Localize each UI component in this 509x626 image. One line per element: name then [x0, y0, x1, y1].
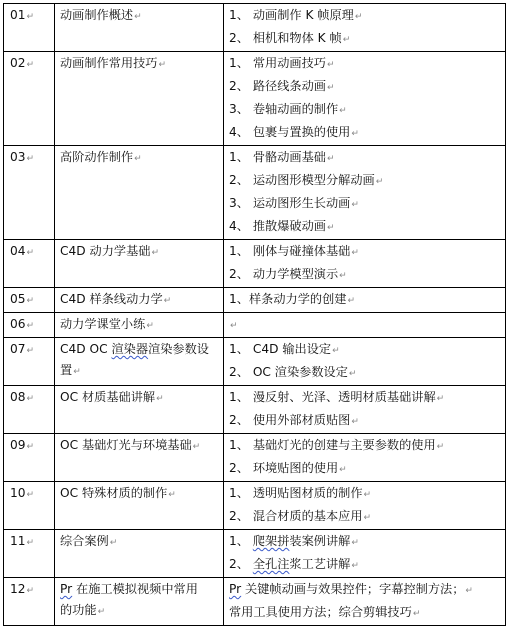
paragraph-mark-icon: ↵ — [151, 248, 160, 258]
lesson-title: OC 材质基础讲解 — [60, 390, 156, 404]
lesson-number-cell — [4, 288, 55, 313]
paragraph-mark-icon: ↵ — [97, 607, 106, 617]
lesson-title-line — [60, 360, 218, 383]
lesson-title: Pr 在施工模拟视频中常用 — [60, 582, 198, 596]
content-item — [229, 53, 500, 76]
paragraph-mark-icon: ↵ — [351, 538, 359, 548]
lesson-title-line — [60, 241, 218, 264]
lesson-title-line — [60, 53, 218, 76]
lesson-title: OC 特殊材质的制作 — [60, 486, 168, 500]
table-row — [4, 434, 506, 482]
table-row — [4, 530, 506, 578]
lesson-content-cell — [224, 313, 506, 338]
lesson-title-cell — [55, 338, 224, 386]
lesson-number: 04 — [10, 244, 26, 258]
content-item-text: 2、 全孔注浆工艺讲解 — [229, 557, 351, 571]
table-row — [4, 578, 506, 626]
content-item-text: 2、 混合材质的基本应用 — [229, 509, 363, 523]
lesson-number-cell — [4, 4, 55, 52]
paragraph-mark-icon: ↵ — [26, 538, 35, 548]
lesson-title: C4D 样条线动力学 — [60, 292, 163, 306]
content-item-text: 3、 卷轴动画的制作 — [229, 102, 339, 116]
table-row — [4, 146, 506, 240]
paragraph-mark-icon: ↵ — [134, 12, 142, 22]
content-item — [229, 289, 500, 312]
content-item — [229, 410, 500, 433]
paragraph-mark-icon: ↵ — [26, 321, 35, 331]
lesson-number: 03 — [10, 150, 26, 164]
lesson-number: 02 — [10, 56, 26, 70]
paragraph-mark-icon: ↵ — [339, 271, 347, 281]
lesson-number: 11 — [10, 534, 26, 548]
content-item — [229, 170, 500, 193]
lesson-title-cell — [55, 386, 224, 434]
paragraph-mark-icon: ↵ — [351, 200, 359, 210]
content-item-text: 4、 推散爆破动画 — [229, 219, 326, 233]
paragraph-mark-icon: ↵ — [339, 465, 347, 475]
paragraph-mark-icon: ↵ — [26, 12, 35, 22]
content-item-text: 1、 骨骼动画基础 — [229, 150, 326, 164]
lesson-title-line — [60, 579, 218, 600]
content-item-text: 4、 包裹与置换的使用 — [229, 125, 351, 139]
lesson-number: 09 — [10, 438, 26, 452]
paragraph-mark-icon: ↵ — [347, 296, 355, 306]
paragraph-mark-icon: ↵ — [158, 60, 167, 70]
lesson-title-line — [60, 483, 218, 506]
content-item-text: 1、 动画制作 K 帧原理 — [229, 8, 354, 22]
lesson-title: 高阶动作制作 — [60, 150, 134, 164]
lesson-title-cell — [55, 313, 224, 338]
lesson-content-cell — [224, 338, 506, 386]
content-item-text: 常用工具使用方法；综合剪辑技巧 — [229, 605, 412, 619]
content-item — [229, 264, 500, 287]
lesson-title: C4D 动力学基础 — [60, 244, 151, 258]
lesson-title-cell — [55, 240, 224, 288]
lesson-title-cell — [55, 530, 224, 578]
lesson-content-cell — [224, 386, 506, 434]
content-item — [229, 362, 500, 385]
lesson-number-cell — [4, 482, 55, 530]
paragraph-mark-icon: ↵ — [163, 296, 172, 306]
paragraph-mark-icon: ↵ — [351, 129, 359, 139]
table-row — [4, 338, 506, 386]
content-item — [229, 147, 500, 170]
lesson-content-cell — [224, 4, 506, 52]
lesson-number-cell — [4, 434, 55, 482]
lesson-title-line — [60, 5, 218, 28]
paragraph-mark-icon: ↵ — [351, 561, 359, 571]
content-item — [229, 5, 500, 28]
content-item — [229, 387, 500, 410]
content-item-text: 2、 动力学模型演示 — [229, 267, 339, 281]
paragraph-mark-icon: ↵ — [465, 586, 473, 596]
content-item — [229, 339, 500, 362]
paragraph-mark-icon: ↵ — [134, 154, 142, 164]
paragraph-mark-icon: ↵ — [363, 513, 372, 523]
content-item — [229, 458, 500, 481]
content-item-text: 1、 基础灯光的创建与主要参数的使用 — [229, 438, 436, 452]
content-item-text: 1、 漫反射、光泽、透明材质基础讲解 — [229, 390, 436, 404]
paragraph-mark-icon: ↵ — [156, 394, 164, 404]
lesson-content-cell — [224, 482, 506, 530]
lesson-title-cell — [55, 578, 224, 626]
lesson-number-cell — [4, 530, 55, 578]
content-item — [229, 28, 500, 51]
content-item-text: 2、 使用外部材质贴图 — [229, 413, 351, 427]
lesson-number: 07 — [10, 342, 26, 356]
lesson-title: 动力学课堂小练 — [60, 317, 146, 331]
paragraph-mark-icon: ↵ — [26, 60, 35, 70]
lesson-number: 05 — [10, 292, 26, 306]
paragraph-mark-icon: ↵ — [326, 223, 335, 233]
lesson-number-cell — [4, 240, 55, 288]
lesson-number-cell — [4, 578, 55, 626]
table-row — [4, 386, 506, 434]
lesson-number-cell — [4, 386, 55, 434]
content-item-text: 1、 C4D 输出设定 — [229, 342, 332, 356]
content-item-text: 3、 运动图形生长动画 — [229, 196, 351, 210]
paragraph-mark-icon: ↵ — [339, 106, 347, 116]
paragraph-mark-icon: ↵ — [26, 394, 35, 404]
content-item — [229, 554, 500, 577]
lesson-content-cell — [224, 288, 506, 313]
lesson-content-cell — [224, 240, 506, 288]
content-item — [229, 122, 500, 145]
lesson-title: 动画制作概述 — [60, 8, 134, 22]
content-item-text: 1、 刚体与碰撞体基础 — [229, 244, 351, 258]
content-item — [229, 579, 500, 602]
content-item — [229, 531, 500, 554]
content-item-text: 1、 爬架拼装案例讲解 — [229, 534, 351, 548]
lesson-content-cell — [224, 434, 506, 482]
paragraph-mark-icon: ↵ — [342, 35, 351, 45]
lesson-title-line — [60, 339, 218, 360]
table-row — [4, 240, 506, 288]
content-item — [229, 76, 500, 99]
content-item — [229, 193, 500, 216]
lesson-title: C4D OC 渲染器渲染参数设 — [60, 342, 209, 356]
paragraph-mark-icon: ↵ — [73, 367, 81, 377]
lesson-title: 动画制作常用技巧 — [60, 56, 158, 70]
lesson-title-cell — [55, 482, 224, 530]
lesson-number: 08 — [10, 390, 26, 404]
table-row — [4, 52, 506, 146]
content-item — [229, 506, 500, 529]
lesson-title-line — [60, 289, 218, 312]
lesson-title: 的功能 — [60, 603, 97, 617]
table-row — [4, 4, 506, 52]
paragraph-mark-icon: ↵ — [146, 321, 154, 331]
paragraph-mark-icon: ↵ — [375, 177, 384, 187]
paragraph-mark-icon: ↵ — [363, 490, 372, 500]
table-row — [4, 313, 506, 338]
lesson-content-cell — [224, 146, 506, 240]
paragraph-mark-icon: ↵ — [326, 60, 335, 70]
content-item-text: 2、 相机和物体 K 帧 — [229, 31, 342, 45]
content-item-text: 1、样条动力学的创建 — [229, 292, 347, 306]
content-item-text: 2、 OC 渲染参数设定 — [229, 365, 348, 379]
paragraph-mark-icon: ↵ — [326, 83, 335, 93]
content-item — [229, 435, 500, 458]
lesson-title-line — [60, 314, 218, 337]
content-item — [229, 99, 500, 122]
content-item-text: 1、 透明贴图材质的制作 — [229, 486, 363, 500]
content-item — [229, 314, 500, 337]
content-item — [229, 241, 500, 264]
paragraph-mark-icon: ↵ — [26, 490, 35, 500]
paragraph-mark-icon: ↵ — [436, 394, 445, 404]
lesson-number: 10 — [10, 486, 26, 500]
lesson-number-cell — [4, 146, 55, 240]
lesson-number: 06 — [10, 317, 26, 331]
lesson-title-line — [60, 147, 218, 170]
table-row — [4, 482, 506, 530]
content-item-text: Pr 关键帧动画与效果控件；字幕控制方法； — [229, 582, 465, 596]
paragraph-mark-icon: ↵ — [348, 369, 357, 379]
lesson-title-line — [60, 387, 218, 410]
lesson-title: 综合案例 — [60, 534, 109, 548]
lesson-title-line — [60, 600, 218, 623]
table-row — [4, 288, 506, 313]
content-item-text: 2、 环境贴图的使用 — [229, 461, 339, 475]
paragraph-mark-icon: ↵ — [332, 346, 340, 356]
content-item-text: 1、 常用动画技巧 — [229, 56, 326, 70]
lesson-number: 01 — [10, 8, 26, 22]
paragraph-mark-icon: ↵ — [26, 296, 35, 306]
content-item — [229, 602, 500, 625]
lesson-number-cell — [4, 313, 55, 338]
lesson-content-cell — [224, 530, 506, 578]
lesson-title-cell — [55, 4, 224, 52]
content-item-text: 2、 路径线条动画 — [229, 79, 326, 93]
paragraph-mark-icon: ↵ — [354, 12, 363, 22]
lesson-number: 12 — [10, 582, 26, 596]
content-item — [229, 483, 500, 506]
paragraph-mark-icon: ↵ — [26, 248, 35, 258]
paragraph-mark-icon: ↵ — [326, 154, 335, 164]
lesson-number-cell — [4, 338, 55, 386]
lesson-title-line — [60, 435, 218, 458]
lesson-title: OC 基础灯光与环境基础 — [60, 438, 192, 452]
lesson-content-cell — [224, 52, 506, 146]
paragraph-mark-icon: ↵ — [26, 154, 35, 164]
lesson-title-line — [60, 531, 218, 554]
lesson-title-cell — [55, 52, 224, 146]
lesson-title-cell — [55, 146, 224, 240]
paragraph-mark-icon: ↵ — [436, 442, 445, 452]
paragraph-mark-icon: ↵ — [26, 346, 35, 356]
lesson-title-cell — [55, 434, 224, 482]
paragraph-mark-icon: ↵ — [230, 321, 238, 331]
paragraph-mark-icon: ↵ — [412, 609, 421, 619]
lesson-number-cell — [4, 52, 55, 146]
course-outline-table — [3, 3, 506, 626]
paragraph-mark-icon: ↵ — [26, 586, 35, 596]
paragraph-mark-icon: ↵ — [109, 538, 118, 548]
content-item — [229, 216, 500, 239]
paragraph-mark-icon: ↵ — [351, 248, 359, 258]
paragraph-mark-icon: ↵ — [192, 442, 201, 452]
lesson-title-cell — [55, 288, 224, 313]
paragraph-mark-icon: ↵ — [26, 442, 35, 452]
content-item-text: 2、 运动图形模型分解动画 — [229, 173, 375, 187]
lesson-content-cell — [224, 578, 506, 626]
paragraph-mark-icon: ↵ — [351, 417, 359, 427]
paragraph-mark-icon: ↵ — [168, 490, 176, 500]
lesson-title: 置 — [60, 363, 73, 377]
